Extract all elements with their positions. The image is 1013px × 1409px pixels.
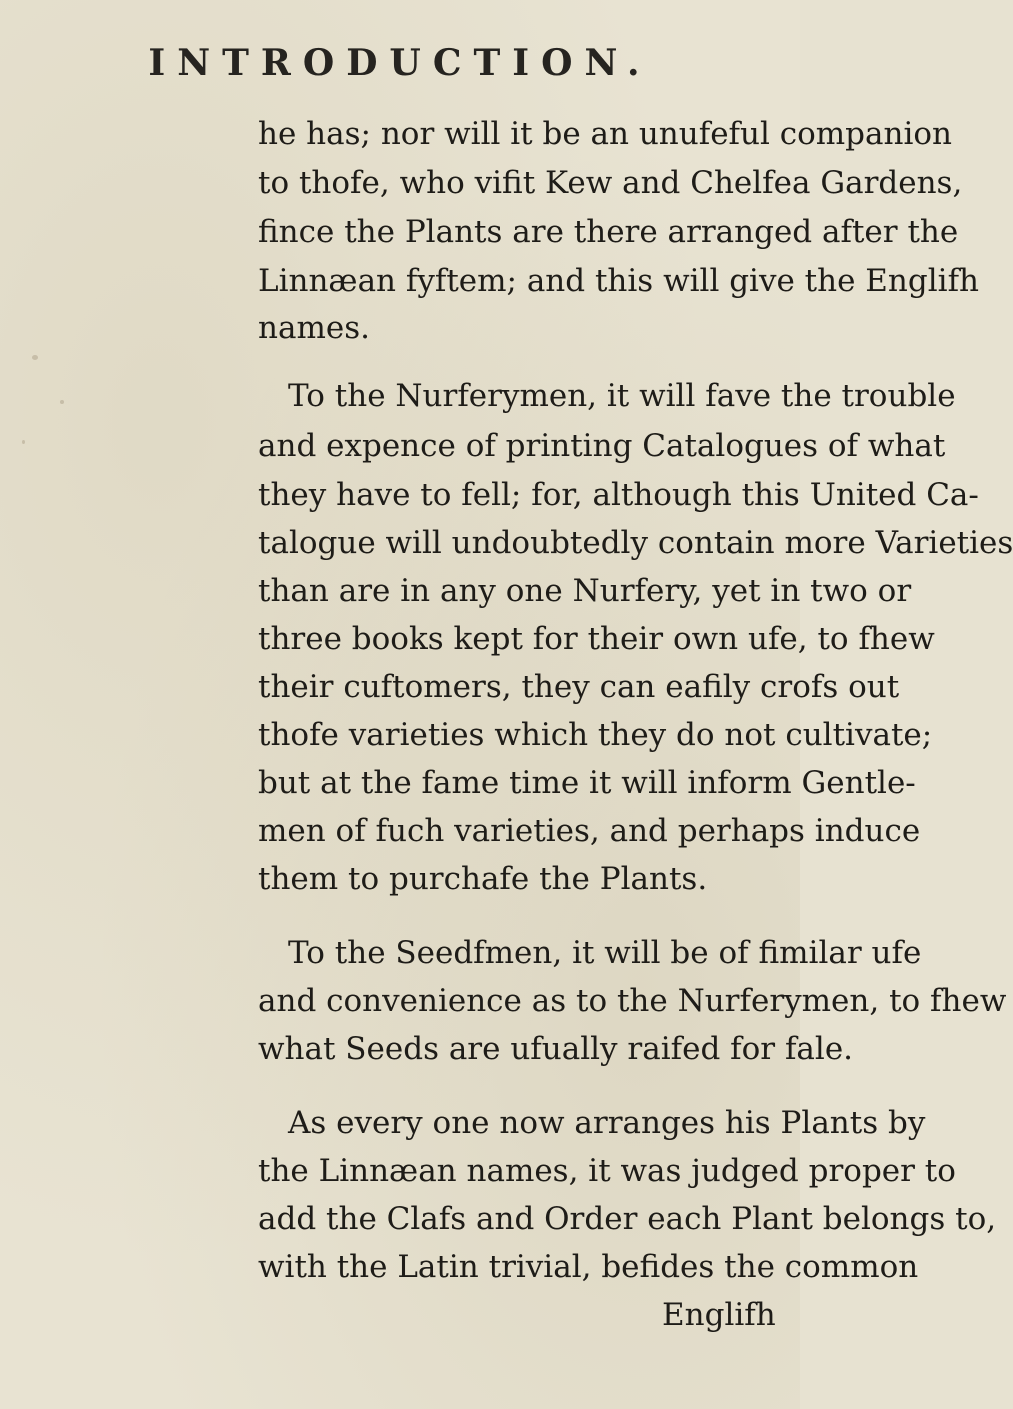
text-line: To the Seedfmen, it will be of fimilar ufe (288, 935, 922, 971)
text-line: they have to fell; for, although this United Ca- (258, 477, 979, 513)
text-line: their cuftomers, they can eafily crofs out (258, 669, 900, 705)
text-line: and convenience as to the Nurferymen, to fhew (258, 983, 1007, 1019)
text-line: add the Clafs and Order each Plant belongs to, (258, 1201, 997, 1237)
text-line: three books kept for their own ufe, to fhew (258, 621, 935, 657)
text-line: the Linnæan names, it was judged proper to (258, 1153, 956, 1189)
text-line: and expence of printing Catalogues of what (258, 428, 946, 464)
text-line: he has; nor will it be an unufeful companion (258, 116, 953, 152)
foxing-spot (60, 400, 64, 404)
text-line: but at the fame time it will inform Gentle- (258, 765, 916, 801)
text-line: Linnæan fyftem; and this will give the Englifh (258, 263, 980, 299)
text-line: names. (258, 310, 370, 346)
running-head: INTRODUCTION. (148, 42, 652, 84)
text-line: fince the Plants are there arranged after the (258, 214, 959, 250)
foxing-spot (32, 355, 38, 360)
text-line: talogue will undoubtedly contain more Varieties (258, 525, 1013, 561)
catchword: Englifh (662, 1297, 776, 1333)
text-line: thofe varieties which they do not cultivate; (258, 717, 933, 753)
text-line: than are in any one Nurfery, yet in two or (258, 573, 912, 609)
text-line: them to purchafe the Plants. (258, 861, 708, 897)
foxing-spot (22, 440, 25, 444)
text-line: To the Nurferymen, it will fave the trouble (288, 378, 956, 414)
text-line: with the Latin trivial, befides the common (258, 1249, 919, 1285)
text-line: As every one now arranges his Plants by (288, 1105, 926, 1141)
text-line: men of fuch varieties, and perhaps induce (258, 813, 921, 849)
text-line: what Seeds are ufually raifed for fale. (258, 1031, 854, 1067)
text-line: to thofe, who vifit Kew and Chelfea Gardens, (258, 165, 963, 201)
